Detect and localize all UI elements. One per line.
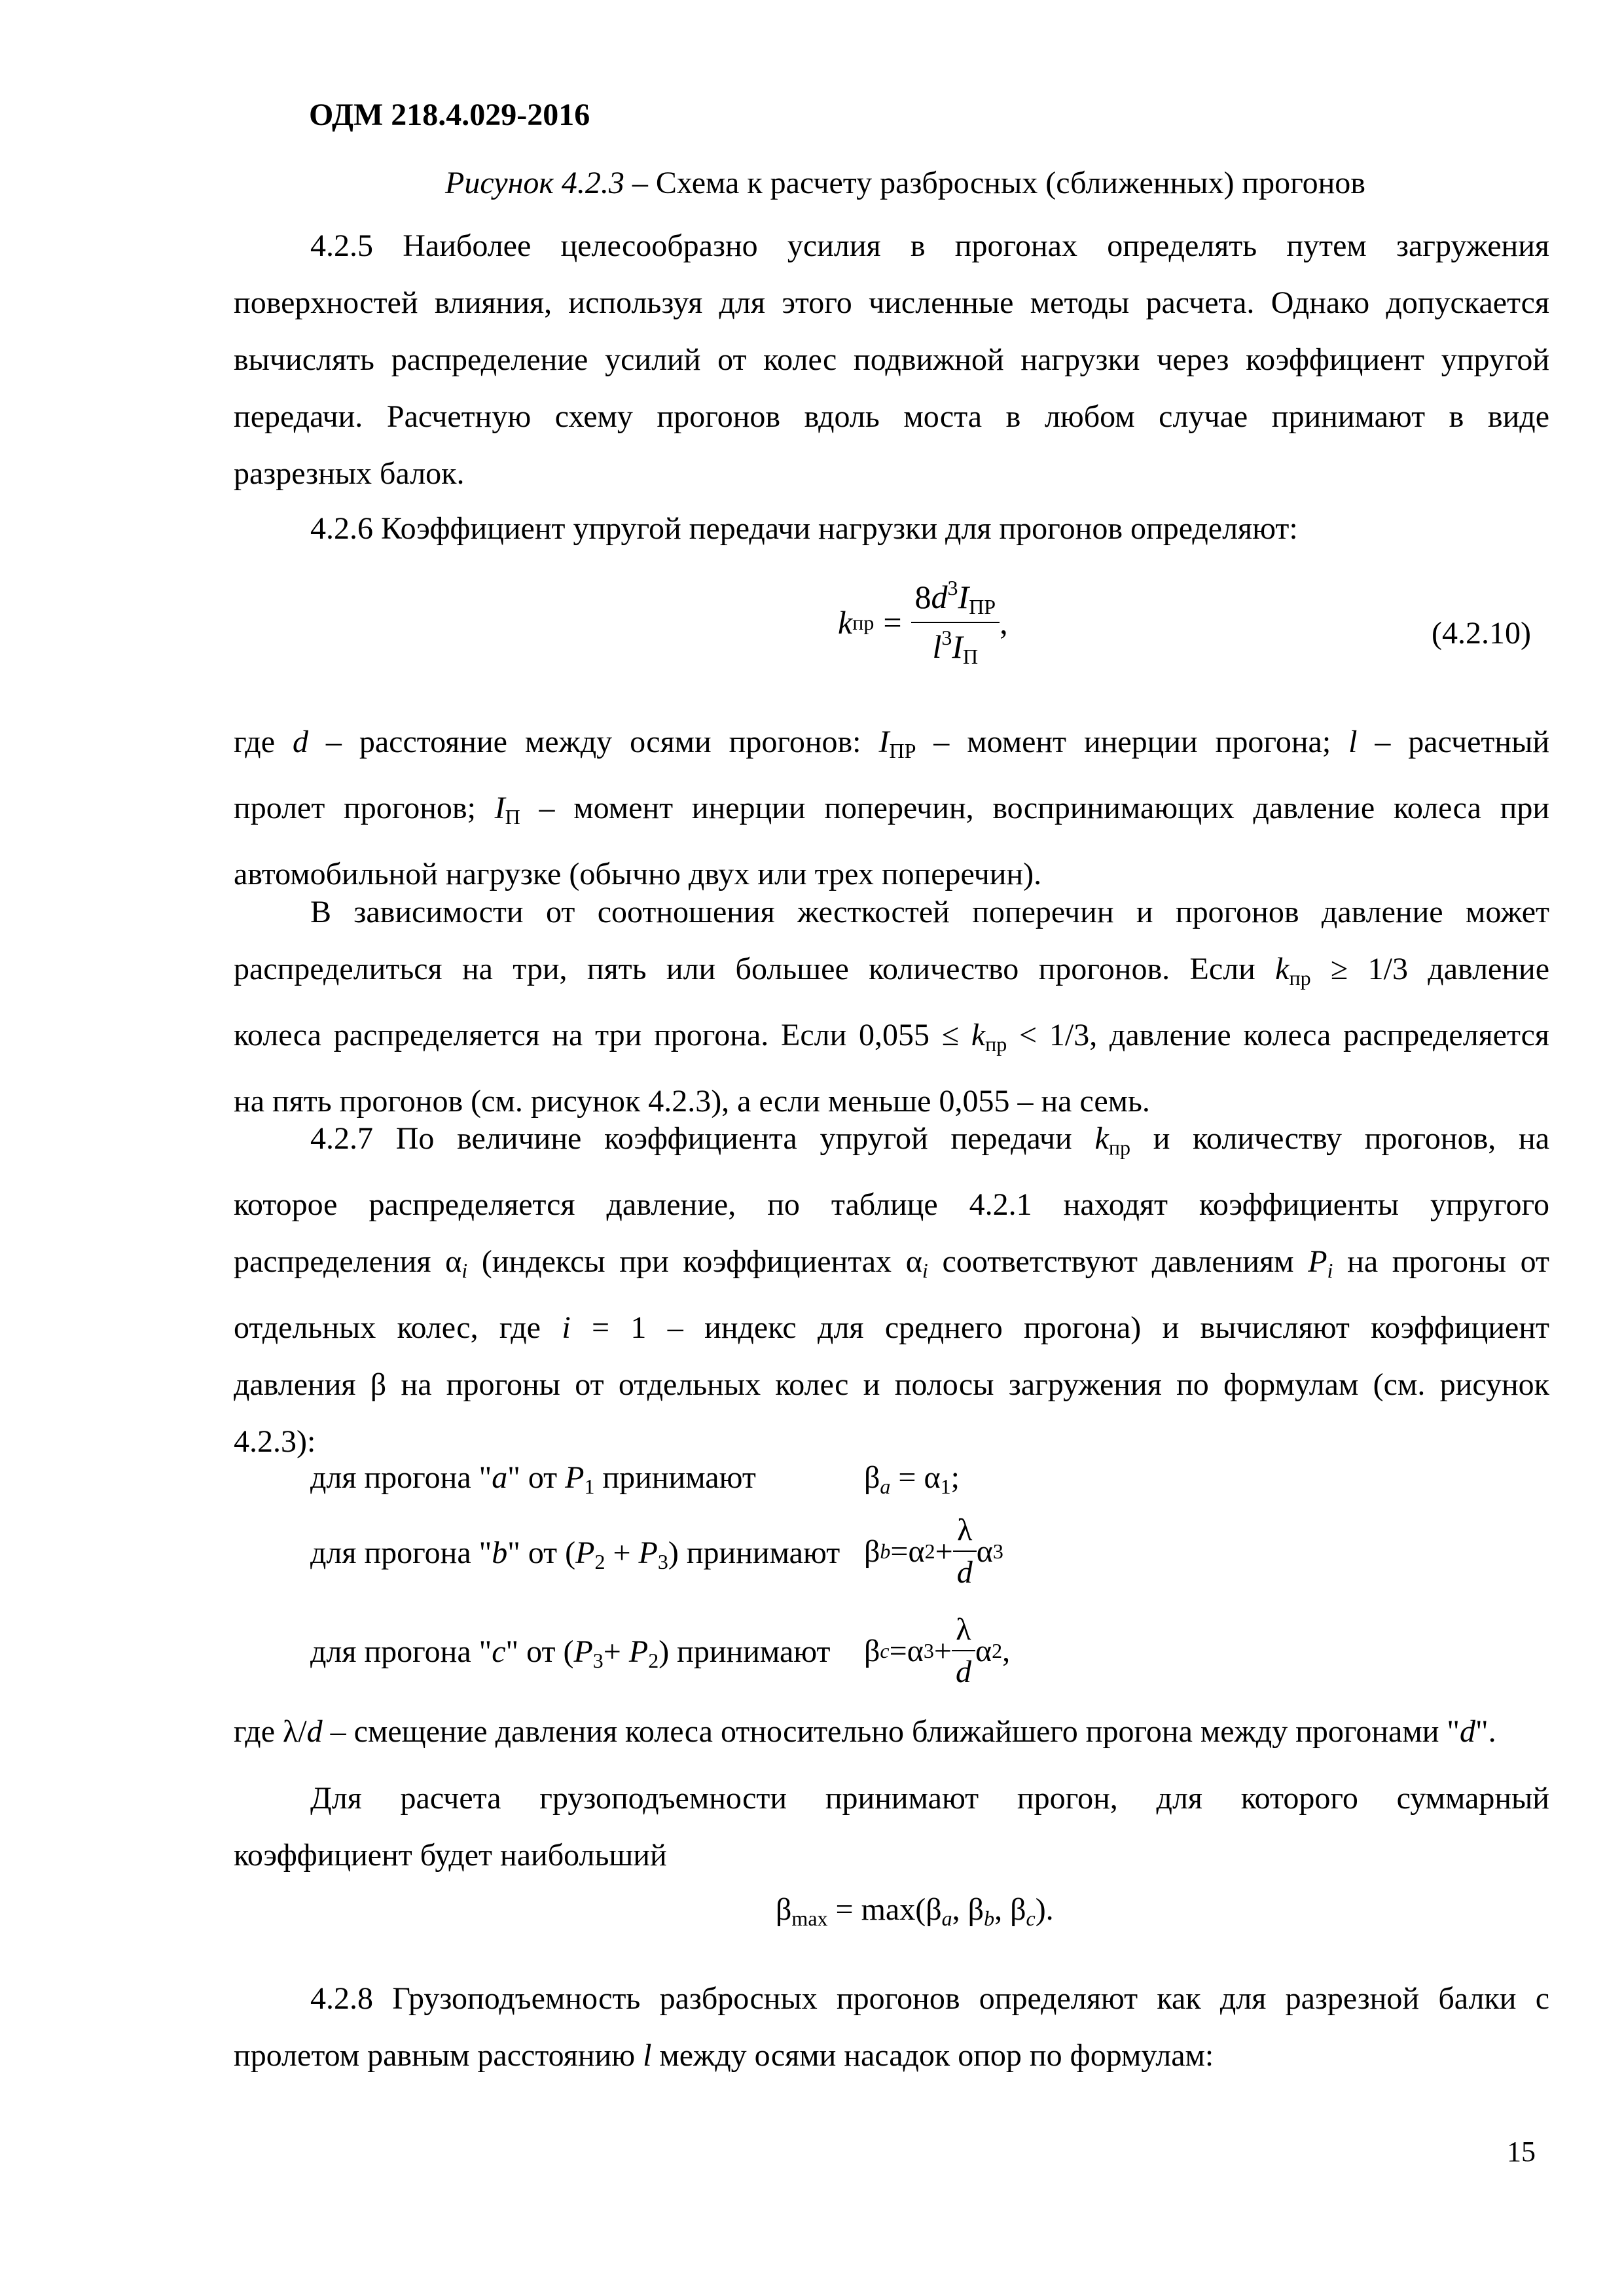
text-line: 4.2.5 Наиболее целесообразно усилия в прогонах определять путем загружения <box>310 228 1549 263</box>
paragraph-dependence <box>234 884 1549 1130</box>
text-line: 4.2.8 Грузоподъемность разбросных прогонов определяют как для разрезной балки с <box>310 1981 1549 2016</box>
text-line: 4.2.6 Коэффициент упругой передачи нагрузки для прогонов определяют: <box>310 511 1298 546</box>
text-line: пролетом равным расстоянию l между осями насадок опор по формулам: <box>234 2038 1214 2073</box>
rule-b-formula: β b = α 2 + $\frac{\lambda}{d}$ α 3 <box>864 1513 1003 1590</box>
numerator-exponent: 3 <box>947 576 958 600</box>
formula-numerator <box>911 576 1000 623</box>
lambda-over-d-fraction: $\frac{\lambda}{d}$ <box>953 1512 977 1590</box>
formula-k-subscript: пр <box>852 610 875 634</box>
formula-fraction <box>911 576 1000 669</box>
text-line: разрезных балок. <box>234 456 465 491</box>
page-number: 15 <box>1507 2136 1536 2168</box>
paragraph-4-2-6 <box>234 500 1549 557</box>
text-line: поверхностей влияния, используя для этого численные методы расчета. Однако допускается <box>234 285 1549 320</box>
rule-c-text: для прогона "c" от $(P_3+ P_2)$ принимают <box>310 1634 831 1672</box>
text-line: колеса распределяется на три прогона. Если $0,055 \le k_{пр} < 1/3$, давление колеса распределяется <box>234 1018 1549 1056</box>
figure-caption-label: Рисунок 4.2.3 <box>445 166 624 200</box>
text-line: давления β на прогоны от отдельных колес и полосы загружения по формулам (см. рисунок <box>234 1367 1549 1402</box>
text-line: на пять прогонов (см. рисунок 4.2.3), а если меньше 0,055 – на семь. <box>234 1084 1150 1119</box>
text-line: коэффициент будет наибольший <box>234 1838 667 1873</box>
formula-4-2-10 <box>838 576 1008 669</box>
numerator-I-subscript: ПР <box>969 595 996 619</box>
paragraph-capacity <box>234 1770 1549 1884</box>
paragraph-4-2-5 <box>234 217 1549 502</box>
paragraph-4-2-7 <box>234 1110 1549 1470</box>
text-line: пролет прогонов; $I_П$ – момент инерции поперечин, воспринимающих давление колеса при <box>234 791 1550 829</box>
text-line: вычислять распределение усилий от колес подвижной нагрузки через коэффициент упругой <box>234 342 1549 377</box>
numerator-I: I <box>958 579 969 615</box>
text-line: распределения $\alpha_i$ (индексы при коэффициентах $\alpha_i$ соответствуют давлениям $P_i$ на прогоны от <box>234 1244 1550 1282</box>
text-line: где d – расстояние между осями прогонов: $I_{ПР}$ – момент инерции прогона; l – расчетный <box>234 725 1550 762</box>
rule-a-formula: $\beta_a = \alpha_1$; <box>864 1460 960 1498</box>
formula-number: (4.2.10) <box>1432 616 1531 651</box>
formula-beta-max: $\beta_{max} = \max(\beta_a$, $\beta_b$, $\beta_c$). <box>776 1892 1054 1930</box>
denominator-exponent: 3 <box>941 626 952 649</box>
rule-b-text: для прогона "b" от $(P_2 + P_3)$ принимают <box>310 1535 840 1573</box>
text-line: которое распределяется давление, по таблице 4.2.1 находят коэффициенты упругого <box>234 1187 1549 1222</box>
text-line: В зависимости от соотношения жесткостей поперечин и прогонов давление может <box>310 895 1549 929</box>
formula-denominator <box>911 623 1000 669</box>
text-line: 4.2.7 По величине коэффициента упругой передачи $k_{пр}$ и количеству прогонов, на <box>310 1121 1549 1159</box>
rule-c-formula: β c = α 3 + $\frac{\lambda}{d}$ α 2 , <box>864 1612 1011 1689</box>
numerator-coefficient: 8 <box>914 579 931 615</box>
denominator-l: l <box>932 628 942 665</box>
figure-caption <box>445 165 1365 201</box>
text-line: 4.2.3): <box>234 1424 316 1459</box>
text-line: распределиться на три, пять или большее количество прогонов. Если $k_{пр} \ge 1/3$ давление <box>234 952 1550 990</box>
rule-a-text: для прогона "a" от $P_1$ принимают <box>310 1460 756 1498</box>
formula-k: k <box>838 604 853 641</box>
formula-equals: = <box>883 604 902 641</box>
paragraph-4-2-8 <box>234 1970 1549 2084</box>
paragraph-where-d <box>234 713 1549 903</box>
formula-comma: , <box>1000 604 1008 641</box>
figure-caption-text: – Схема к расчету разбросных (сближенных) прогонов <box>624 166 1365 200</box>
paragraph-where-lambda: где λ/d – смещение давления колеса относительно ближайшего прогона между прогонами "d". <box>234 1714 1496 1749</box>
denominator-I-subscript: П <box>963 645 979 668</box>
denominator-I: I <box>952 628 964 665</box>
numerator-d: d <box>931 579 948 615</box>
text-line: автомобильной нагрузке (обычно двух или трех поперечин). <box>234 857 1042 891</box>
text-line: отдельных колес, где i = 1 – индекс для среднего прогона) и вычисляют коэффициент <box>234 1310 1549 1345</box>
document-code: ОДМ 218.4.029-2016 <box>309 98 590 132</box>
lambda-over-d-fraction: $\frac{\lambda}{d}$ <box>952 1611 975 1690</box>
text-line: передачи. Расчетную схему прогонов вдоль моста в любом случае принимают в виде <box>234 399 1549 434</box>
text-line: Для расчета грузоподъемности принимают прогон, для которого суммарный <box>310 1781 1549 1816</box>
